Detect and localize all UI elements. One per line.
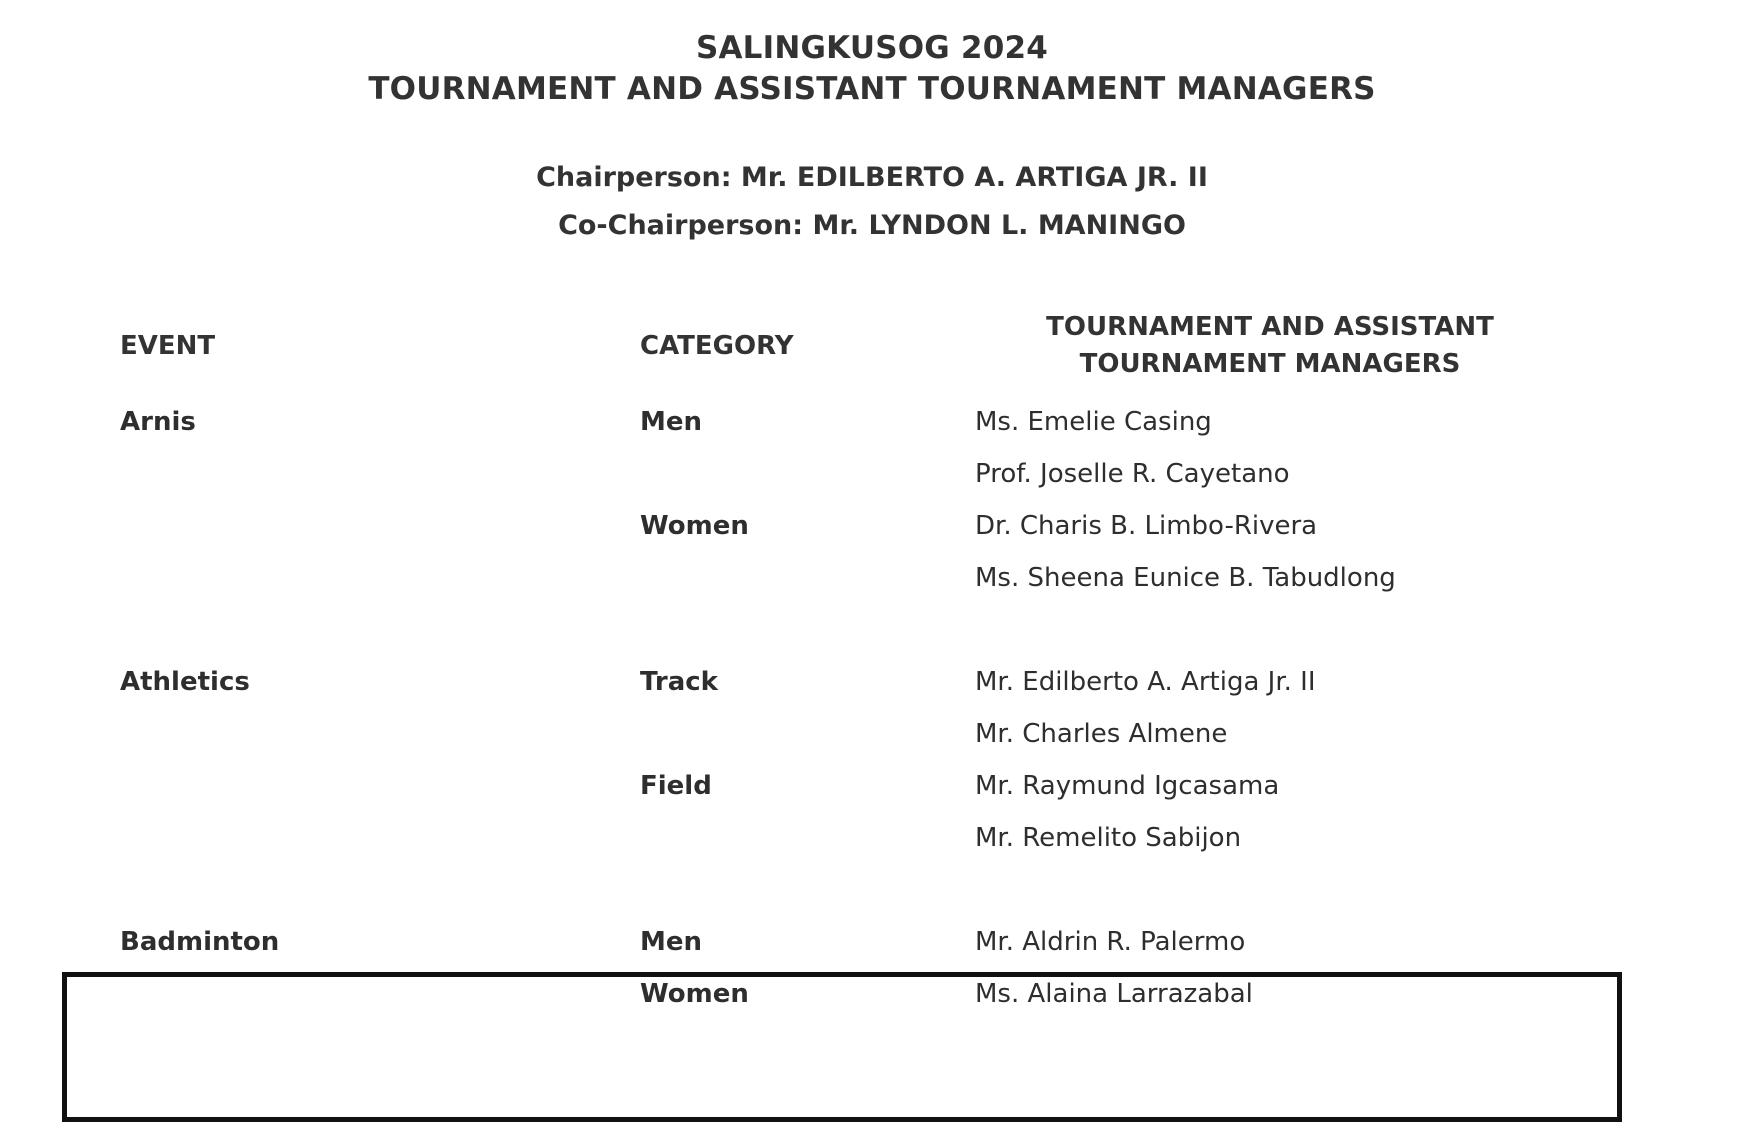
row-spacer: [0, 615, 1744, 667]
table-subrow: [0, 511, 1744, 563]
cell-event: Athletics: [120, 666, 250, 697]
table-row: [0, 927, 1744, 1031]
cell-manager: Mr. Edilberto A. Artiga Jr. II: [975, 666, 1316, 697]
table-subrow: [0, 563, 1744, 615]
cell-manager: Mr. Charles Almene: [975, 718, 1228, 749]
table-row: [0, 407, 1744, 615]
cell-category: Field: [640, 770, 712, 801]
column-header-category: CATEGORY: [640, 330, 794, 361]
co-chairperson-line: Co-Chairperson: Mr. LYNDON L. MANINGO: [558, 209, 1186, 241]
table-subrow: [0, 771, 1744, 823]
cell-manager: Dr. Charis B. Limbo-Rivera: [975, 510, 1318, 541]
table-body: [0, 407, 1744, 1031]
row-spacer: [0, 875, 1744, 927]
cell-category: Women: [640, 510, 749, 541]
table-subrow: [0, 823, 1744, 875]
document-header: [0, 0, 1744, 110]
table-subrow: [0, 927, 1744, 979]
cell-manager: Mr. Aldrin R. Palermo: [975, 926, 1246, 957]
cell-event: Badminton: [120, 926, 280, 957]
cell-category: Track: [640, 666, 718, 697]
document-title-line-1: SALINGKUSOG 2024: [695, 30, 1049, 66]
cell-manager: Mr. Remelito Sabijon: [975, 822, 1242, 853]
officers-block: [0, 154, 1744, 249]
table-subrow: [0, 407, 1744, 459]
cell-manager: Ms. Sheena Eunice B. Tabudlong: [975, 562, 1396, 593]
table-row: [0, 667, 1744, 875]
cell-manager: Ms. Emelie Casing: [975, 406, 1212, 437]
cell-manager: Ms. Alaina Larrazabal: [975, 978, 1253, 1009]
chairperson-line: Chairperson: Mr. EDILBERTO A. ARTIGA JR. II: [536, 162, 1208, 194]
cell-category: Women: [640, 978, 749, 1009]
cell-event: Arnis: [120, 406, 196, 437]
table-column-headers: [0, 309, 1744, 399]
document-title-line-2: TOURNAMENT AND ASSISTANT TOURNAMENT MANAGERS: [368, 71, 1376, 108]
cell-manager: Mr. Raymund Igcasama: [975, 770, 1280, 801]
table-subrow: [0, 667, 1744, 719]
cell-category: Men: [640, 926, 703, 957]
cell-manager: Prof. Joselle R. Cayetano: [975, 458, 1290, 489]
cell-category: Men: [640, 406, 703, 437]
column-header-event: EVENT: [120, 330, 216, 361]
table-subrow: [0, 719, 1744, 771]
table-subrow: [0, 459, 1744, 511]
table-subrow: [0, 979, 1744, 1031]
column-header-managers: TOURNAMENT AND ASSISTANT TOURNAMENT MANAGERS: [1046, 311, 1494, 379]
